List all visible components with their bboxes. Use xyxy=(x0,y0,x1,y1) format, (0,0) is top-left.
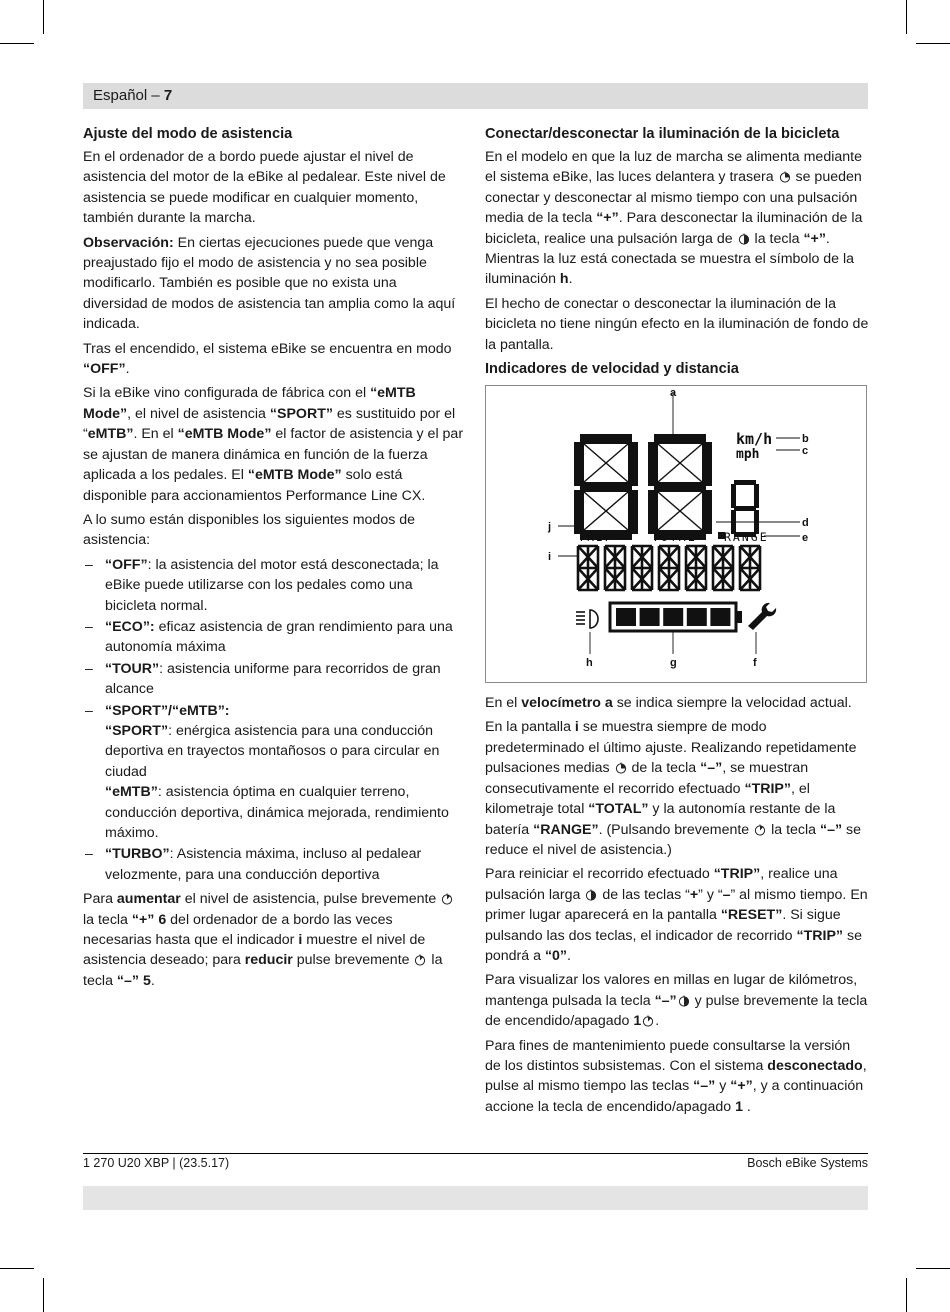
callout-i: i xyxy=(548,551,552,564)
assist-modes-list xyxy=(83,555,465,886)
backlight-paragraph: El hecho de conectar o desconectar la iluminación de la bicicleta no tiene ningún efecto en la iluminación de fondo de la pantalla. xyxy=(485,295,869,353)
label-range: RANGE xyxy=(724,530,769,545)
crop-mark xyxy=(916,1268,950,1269)
list-item: – “SPORT”/“eMTB”: “SPORT”: enérgica asistencia para una conducción deportiva en trayectos montañosos o para circular en ciudad “eMTB”: asistencia óptima en cualquier terreno, conducción deportiva, dinámica mejorada, rendimiento máximo. xyxy=(85,702,449,841)
display-figure xyxy=(485,385,867,683)
crop-mark xyxy=(0,1268,34,1269)
light-paragraph: En el modelo en que la luz de marcha se alimenta mediante el sistema eBike, las luces delantera y trasera se pueden conectar y desconectar al mismo tiempo con una pulsación media de la tecla “+”. Para desconectar la iluminación de la bicicleta, realice una pulsación larga de la tecla “+”. Mientras la luz está conectada se muestra el símbolo de la iluminación h. xyxy=(485,149,863,288)
maintenance-paragraph: Para fines de mantenimiento puede consultarse la versión de los distintos subsistemas. Con el sistema desconectado, pulse al mismo tiempo las teclas “–” y “+”, y a continuación accione la tecla de encendido/apagado 1 . xyxy=(485,1037,867,1115)
crop-mark xyxy=(43,0,44,34)
callout-e: e xyxy=(802,532,809,545)
battery-segment xyxy=(616,608,636,626)
callout-g: g xyxy=(670,657,677,670)
label-trip: TRIP xyxy=(578,530,614,545)
speedometer-paragraph: En el velocímetro a se indica siempre la velocidad actual. xyxy=(485,695,852,712)
short-press-icon xyxy=(754,824,766,836)
list-item: – “ECO”: eficaz asistencia de gran rendimiento para una autonomía máxima xyxy=(85,618,453,656)
callout-h: h xyxy=(586,657,593,670)
medium-press-icon xyxy=(779,171,791,183)
label-total: TOTAL xyxy=(652,530,697,545)
header-language: Español – 7 xyxy=(93,87,173,104)
crop-mark xyxy=(43,1278,44,1312)
list-item: – “TOUR”: asistencia uniforme para recorridos de gran alcance xyxy=(85,660,441,698)
light-section-title: Conectar/desconectar la iluminación de la bicicleta xyxy=(485,126,840,142)
left-column xyxy=(83,124,465,995)
increase-decrease-paragraph: Para aumentar el nivel de asistencia, pulse brevemente la tecla “+” 6 del ordenador de a bordo las veces necesarias hasta que el indicador i muestre el nivel de asistencia deseado; para reducir pulse brevemente la tecla “–” 5. xyxy=(83,889,465,991)
emtb-mode-paragraph: Si la eBike vino configurada de fábrica con el “eMTB Mode”, el nivel de asistencia “SPORT” es sustituido por el “eMTB”. En el “eMTB Mode” el factor de asistencia y el par se ajustan de manera dinámica en función de la fuerza aplicada a los pedales. El “eMTB Mode” solo está disponible para accionamientos Performance Line CX. xyxy=(83,385,464,504)
crop-mark xyxy=(916,43,950,44)
page-header xyxy=(83,83,868,109)
footer-bar xyxy=(83,1186,868,1210)
footer-divider xyxy=(83,1153,868,1154)
crop-mark xyxy=(906,0,907,34)
display-i-paragraph: En la pantalla i se muestra siempre de modo predeterminado el último ajuste. Realizando repetidamente pulsaciones medias de la tecla “–”, se muestran consecutivamente el recorrido efectuado “TRIP”, el kilometraje total “TOTAL” y la autonomía restante de la batería “RANGE”. (Pulsando brevemente la tecla “–” se reduce el nivel de asistencia.) xyxy=(485,719,861,858)
battery-segment xyxy=(687,608,707,626)
miles-paragraph: Para visualizar los valores en millas en lugar de kilómetros, mantenga pulsada la tecla “–” y pulse brevemente la tecla de encendido/apagado 1 . xyxy=(485,972,868,1030)
short-press-icon xyxy=(441,893,453,905)
callout-j: j xyxy=(548,521,552,534)
footer-document-id: 1 270 U20 XBP | (23.5.17) xyxy=(83,1156,230,1170)
unit-kmh: km/h xyxy=(736,430,773,449)
crop-mark xyxy=(906,1278,907,1312)
long-press-icon xyxy=(585,889,597,901)
crop-mark xyxy=(0,43,34,44)
callout-b: b xyxy=(802,433,809,446)
modes-intro: A lo sumo están disponibles los siguientes modos de asistencia: xyxy=(83,511,416,549)
trip-reset-paragraph: Para reiniciar el recorrido efectuado “TRIP”, realice una pulsación larga de las teclas “+” y “–” al mismo tiempo. En primer lugar aparecerá en la pantalla “RESET”. Si sigue pulsando las dos teclas, el indicador de recorrido “TRIP” se pondrá a “0”. xyxy=(485,866,868,964)
callout-d: d xyxy=(802,517,809,530)
wrench-icon xyxy=(748,603,776,630)
list-item: – “OFF”: la asistencia del motor está desconectada; la eBike puede utilizarse con los pedales como una bicicleta normal. xyxy=(85,556,439,614)
battery-segment xyxy=(710,608,730,626)
callout-c: c xyxy=(802,445,809,458)
speed-section-title: Indicadores de velocidad y distancia xyxy=(485,361,739,378)
battery-segment xyxy=(663,608,683,626)
unit-mph: mph xyxy=(736,447,760,463)
assist-note: Observación: En ciertas ejecuciones puede que venga preajustado fijo el modo de asistencia y no sea posible modificarlo. También es posible que no exista una diversidad de modos de asistencia tan amplia como la aquí indicada. xyxy=(83,234,456,333)
long-press-icon xyxy=(738,233,750,245)
battery-segment xyxy=(640,608,660,626)
callout-f: f xyxy=(753,657,757,670)
lcd-display-illustration xyxy=(486,386,866,682)
assist-section-title: Ajuste del modo de asistencia xyxy=(83,126,293,142)
right-column xyxy=(485,124,869,1121)
callout-a: a xyxy=(670,387,677,400)
list-item: – “TURBO”: Asistencia máxima, incluso al pedalear velozmente, para una conducción deportiva xyxy=(85,846,422,883)
battery-indicator xyxy=(610,603,742,631)
assist-intro: En el ordenador de a bordo puede ajustar el nivel de asistencia del motor de la eBike al pedalear. Este nivel de asistencia se puede modificar en cualquier momento, también durante la marcha. xyxy=(83,149,446,227)
light-symbol-icon xyxy=(576,610,598,628)
assist-default-mode: Tras el encendido, el sistema eBike se encuentra en modo “OFF”. xyxy=(83,340,452,378)
short-press-icon xyxy=(642,1015,654,1027)
page-number: 7 xyxy=(163,87,173,104)
long-press-icon xyxy=(678,995,690,1007)
footer-brand: Bosch eBike Systems xyxy=(747,1156,868,1170)
medium-press-icon xyxy=(615,762,627,774)
short-press-icon xyxy=(414,954,426,966)
